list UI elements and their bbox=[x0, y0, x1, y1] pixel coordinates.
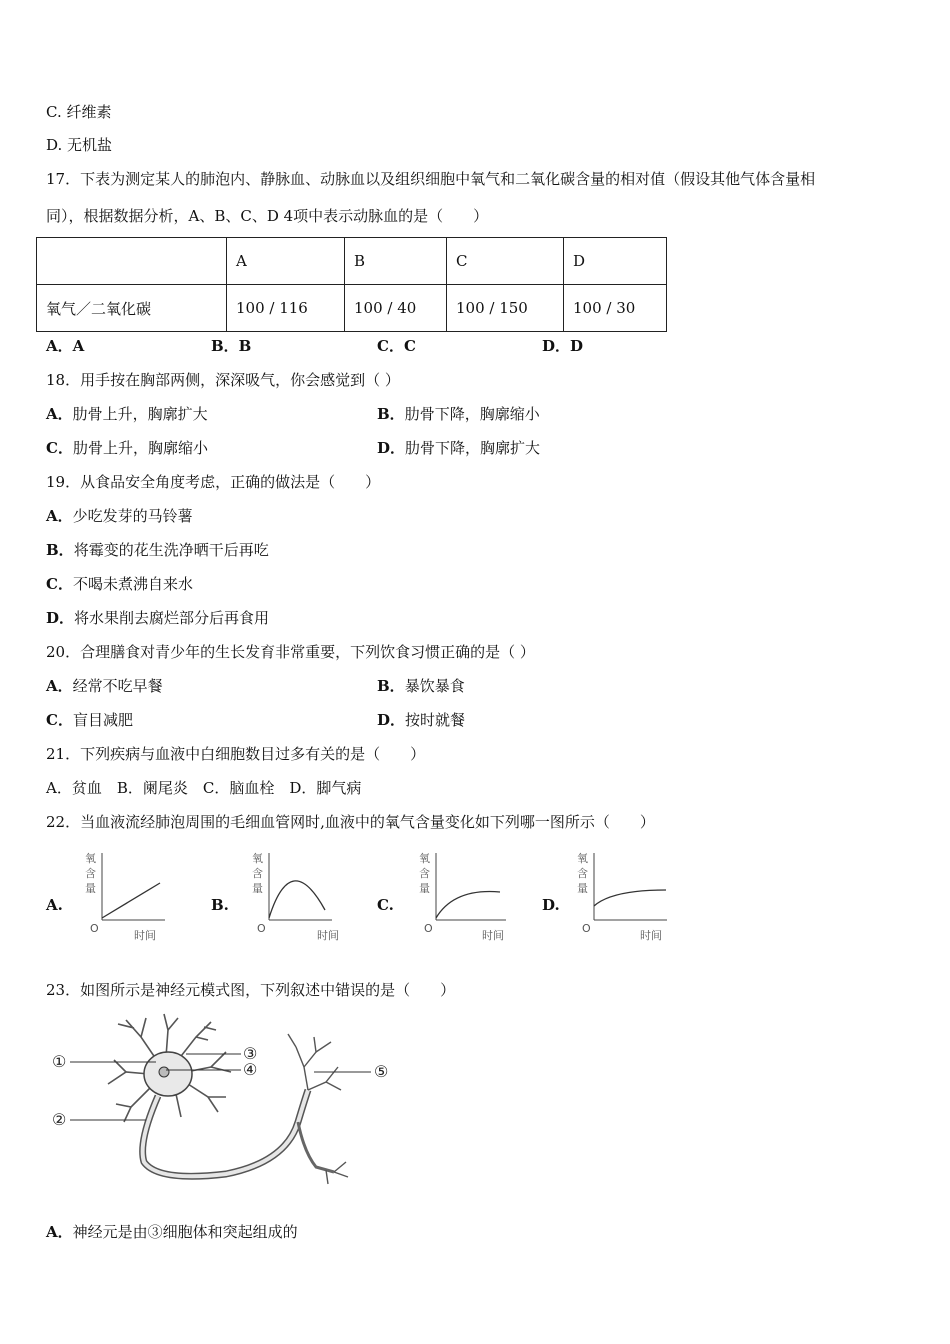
graph-xlabel: 时间 bbox=[482, 929, 504, 942]
q19-option-d: D．将水果削去腐烂部分后再食用 bbox=[46, 609, 270, 627]
q22-label-d: D. bbox=[542, 896, 560, 914]
q20-option-c: C．盲目减肥 bbox=[46, 711, 133, 729]
q19-option-c: C．不喝未煮沸自来水 bbox=[46, 575, 193, 593]
marker-4: ④ bbox=[243, 1060, 258, 1079]
q20-option-d-text: 按时就餐 bbox=[405, 711, 466, 729]
q18-stem: 18．用手按在胸部两侧，深深吸气，你会感觉到（ ） bbox=[46, 371, 400, 389]
table-cell: 100 / 116 bbox=[227, 285, 345, 332]
graph-xlabel: 时间 bbox=[134, 929, 156, 942]
graph-origin: O bbox=[582, 922, 591, 935]
graph-ylabel-char: 量 bbox=[252, 882, 263, 895]
table-row bbox=[37, 285, 667, 332]
graph-origin: O bbox=[424, 922, 433, 935]
q17-option-a: A．A bbox=[46, 337, 85, 355]
q19-option-b: B．将霉变的花生洗净晒干后再吃 bbox=[46, 541, 269, 559]
graph-ylabel-char: 氧 bbox=[252, 852, 263, 865]
axon bbox=[143, 1090, 308, 1176]
q18-option-b-text: 肋骨下降，胸廓缩小 bbox=[404, 405, 540, 423]
q17-option-d: D．D bbox=[542, 337, 584, 355]
table-header-cell: B bbox=[345, 238, 447, 285]
q20-stem: 20．合理膳食对青少年的生长发育非常重要，下列饮食习惯正确的是（ ） bbox=[46, 643, 535, 661]
table-header-cell: C bbox=[447, 238, 564, 285]
q17-option-c: C．C bbox=[377, 337, 416, 355]
table-header-cell bbox=[37, 238, 227, 285]
q20-option-a-text: 经常不吃早餐 bbox=[72, 677, 163, 695]
q17-table bbox=[36, 237, 667, 332]
q17-option-b: B．B bbox=[211, 337, 252, 355]
marker-2: ② bbox=[52, 1110, 67, 1129]
q19-option-b-text: 将霉变的花生洗净晒干后再吃 bbox=[73, 541, 269, 559]
q21-options: A．贫血 B．阑尾炎 C．脑血栓 D．脚气病 bbox=[46, 779, 362, 797]
curve-high-start-plateau bbox=[594, 890, 666, 906]
q17-stem-line2: 同），根据数据分析，A、B、C、D 4项中表示动脉血的是（ ） bbox=[46, 207, 489, 225]
table-row-label: 氧气／二氧化碳 bbox=[37, 285, 227, 332]
curve-rising-line bbox=[102, 883, 160, 918]
q18-option-c-text: 肋骨上升，胸廓缩小 bbox=[72, 439, 208, 457]
q19-stem: 19．从食品安全角度考虑，正确的做法是（ ） bbox=[46, 473, 381, 491]
q18-option-d-text: 肋骨下降，胸廓扩大 bbox=[405, 439, 541, 457]
table-header-cell: A bbox=[227, 238, 345, 285]
nucleus bbox=[159, 1067, 169, 1077]
callout-lines bbox=[70, 1054, 371, 1120]
q20-option-b-text: 暴饮暴食 bbox=[404, 677, 465, 695]
q18-option-a: A．肋骨上升，胸廓扩大 bbox=[46, 405, 208, 423]
q22-stem: 22．当血液流经肺泡周围的毛细血管网时,血液中的氧气含量变化如下列哪一图所示（ ） bbox=[46, 813, 655, 831]
graph-ylabel-char: 含 bbox=[577, 867, 588, 880]
prev-option-c: C. 纤维素 bbox=[46, 103, 112, 121]
prev-option-d: D. 无机盐 bbox=[46, 136, 113, 154]
graph-xlabel: 时间 bbox=[317, 929, 339, 942]
q22-graph-a bbox=[80, 848, 195, 948]
q22-label-b: B. bbox=[211, 896, 229, 914]
graph-ylabel-char: 含 bbox=[419, 867, 430, 880]
q18-option-c: C．肋骨上升，胸廓缩小 bbox=[46, 439, 208, 457]
neuron-diagram bbox=[46, 1012, 406, 1187]
q20-option-b: B．暴饮暴食 bbox=[377, 677, 465, 695]
curve-rise-fall bbox=[269, 881, 325, 918]
marker-1: ① bbox=[52, 1052, 67, 1071]
q22-graph-d bbox=[572, 848, 687, 948]
table-row bbox=[37, 238, 667, 285]
graph-ylabel-char: 含 bbox=[252, 867, 263, 880]
axon-collateral bbox=[298, 1122, 334, 1172]
table-header-cell: D bbox=[564, 238, 667, 285]
graph-ylabel-char: 氧 bbox=[419, 852, 430, 865]
q20-option-a: A．经常不吃早餐 bbox=[46, 677, 163, 695]
q22-label-c: C. bbox=[377, 896, 394, 914]
q23-stem: 23．如图所示是神经元模式图，下列叙述中错误的是（ ） bbox=[46, 981, 456, 999]
table-cell: 100 / 40 bbox=[345, 285, 447, 332]
q23-option-a: A．神经元是由③细胞体和突起组成的 bbox=[46, 1223, 298, 1241]
q19-option-d-text: 将水果削去腐烂部分后再食用 bbox=[74, 609, 270, 627]
q18-option-a-text: 肋骨上升，胸廓扩大 bbox=[72, 405, 208, 423]
table-cell: 100 / 30 bbox=[564, 285, 667, 332]
marker-5: ⑤ bbox=[374, 1062, 389, 1081]
q22-graph-b bbox=[247, 848, 362, 948]
q23-option-a-text: 神经元是由③细胞体和突起组成的 bbox=[72, 1223, 298, 1241]
graph-ylabel-char: 氧 bbox=[577, 852, 588, 865]
graph-ylabel-char: 量 bbox=[85, 882, 96, 895]
marker-3: ③ bbox=[243, 1044, 258, 1063]
q21-stem: 21．下列疾病与血液中白细胞数目过多有关的是（ ） bbox=[46, 745, 426, 763]
graph-ylabel-char: 量 bbox=[577, 882, 588, 895]
table-cell: 100 / 150 bbox=[447, 285, 564, 332]
q18-option-d: D．肋骨下降，胸廓扩大 bbox=[377, 439, 541, 457]
myelin-sheath bbox=[143, 1090, 308, 1176]
graph-xlabel: 时间 bbox=[640, 929, 662, 942]
q22-label-a: A. bbox=[46, 896, 63, 914]
q22-graph-c bbox=[414, 848, 529, 948]
q19-option-c-text: 不喝未煮沸自来水 bbox=[72, 575, 193, 593]
graph-origin: O bbox=[257, 922, 266, 935]
q20-option-c-text: 盲目减肥 bbox=[72, 711, 133, 729]
q19-option-a: A．少吃发芽的马铃薯 bbox=[46, 507, 193, 525]
graph-ylabel-char: 量 bbox=[419, 882, 430, 895]
q19-option-a-text: 少吃发芽的马铃薯 bbox=[72, 507, 193, 525]
q17-stem-line1: 17．下表为测定某人的肺泡内、静脉血、动脉血以及组织细胞中氧气和二氧化碳含量的相对值（假设其他气体含量相 bbox=[46, 170, 816, 188]
q20-option-d: D．按时就餐 bbox=[377, 711, 466, 729]
q18-option-b: B．肋骨下降，胸廓缩小 bbox=[377, 405, 540, 423]
graph-origin: O bbox=[90, 922, 99, 935]
graph-ylabel-char: 氧 bbox=[85, 852, 96, 865]
graph-ylabel-char: 含 bbox=[85, 867, 96, 880]
axon-terminals bbox=[288, 1034, 348, 1184]
curve-rise-plateau bbox=[436, 892, 500, 918]
